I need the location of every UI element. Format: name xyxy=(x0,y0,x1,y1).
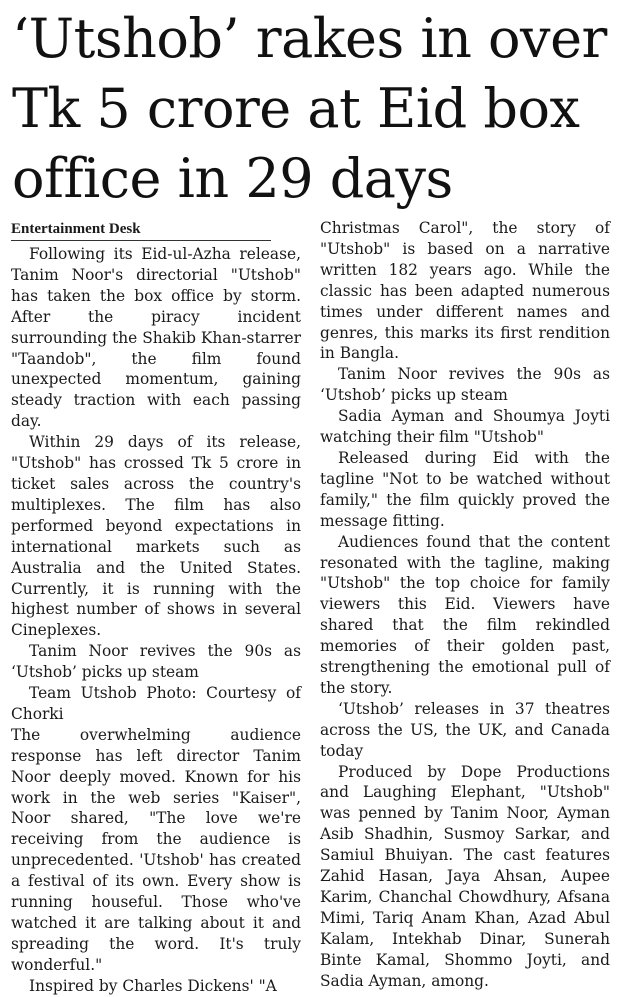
paragraph: Audiences found that the content resonated with the tagline, making "Utshob" the top choice for family viewers this Eid. Viewers have shared that the film rekindled memories of their golden past, strengthening the emotional pull of the story. xyxy=(320,532,610,697)
paragraph: Christmas Carol", the story of "Utshob" is based on a narrative written 182 years ago. While the classic has been adapted numerous times under different names and genres, this marks its first rendition in Bangla. xyxy=(320,219,610,363)
related-headline: ‘Utshob’ releases in 37 theatres across the US, the UK, and Canada today xyxy=(320,699,610,760)
byline: Entertainment Desk xyxy=(11,219,271,241)
paragraph: Released during Eid with the tagline "Not to be watched without family," the film quickly proved the message fitting. xyxy=(320,448,610,530)
photo-caption-headline: Tanim Noor revives the 90s as ‘Utshob’ picks up steam xyxy=(320,365,610,405)
photo-caption-credit: Team Utshob Photo: Courtesy of Chorki xyxy=(11,684,301,723)
paragraph: Produced by Dope Productions and Laughing Elephant, "Utshob" was penned by Tanim Noor, Ayman Asib Shadhin, Susmoy Sarkar, and Samiul Bhuiyan. The cast features Zahid Hasan, Jaya Ahsan, Aupee Karim, Chanchal Chowdhury, Afsana Mimi, Tariq Anam Khan, Azad Abul Kalam, Intekhab Dinar, Sunerah Binte Kamal, Shommo Joyti, and Sadia Ayman, among. xyxy=(320,762,610,990)
article-column-left xyxy=(11,218,301,997)
photo-caption-headline: Tanim Noor revives the 90s as ‘Utshob’ picks up steam xyxy=(11,642,301,682)
photo-caption: Sadia Ayman and Shoumya Joyti watching their film "Utshob" xyxy=(320,407,610,447)
paragraph: The overwhelming audience response has left director Tanim Noor deeply moved. Known for his work in the web series "Kaiser", Noor shared, "The love we're receiving from the audience is unprecedented. 'Utshob' has created a festival of its own. Every show is running houseful. Those who've watched it are talking about it and spreading the word. It's truly wonderful." xyxy=(11,725,301,974)
article-column-right xyxy=(320,218,610,992)
paragraph: Inspired by Charles Dickens' "A xyxy=(29,976,277,995)
paragraph: Within 29 days of its release, "Utshob" has crossed Tk 5 crore in ticket sales across the country's multiplexes. The film has also performed beyond expectations in international markets such as Australia and the United States. Currently, it is running with the highest number of shows in several Cineplexes. xyxy=(11,433,301,640)
paragraph: Following its Eid-ul-Azha release, Tanim Noor's directorial "Utshob" has taken the box office by storm. After the piracy incident surrounding the Shakib Khan-starrer "Taandob", the film found unexpected momentum, gaining steady traction with each passing day. xyxy=(11,245,301,431)
headline: ‘Utshob’ rakes in over Tk 5 crore at Eid box office in 29 days xyxy=(12,7,607,210)
